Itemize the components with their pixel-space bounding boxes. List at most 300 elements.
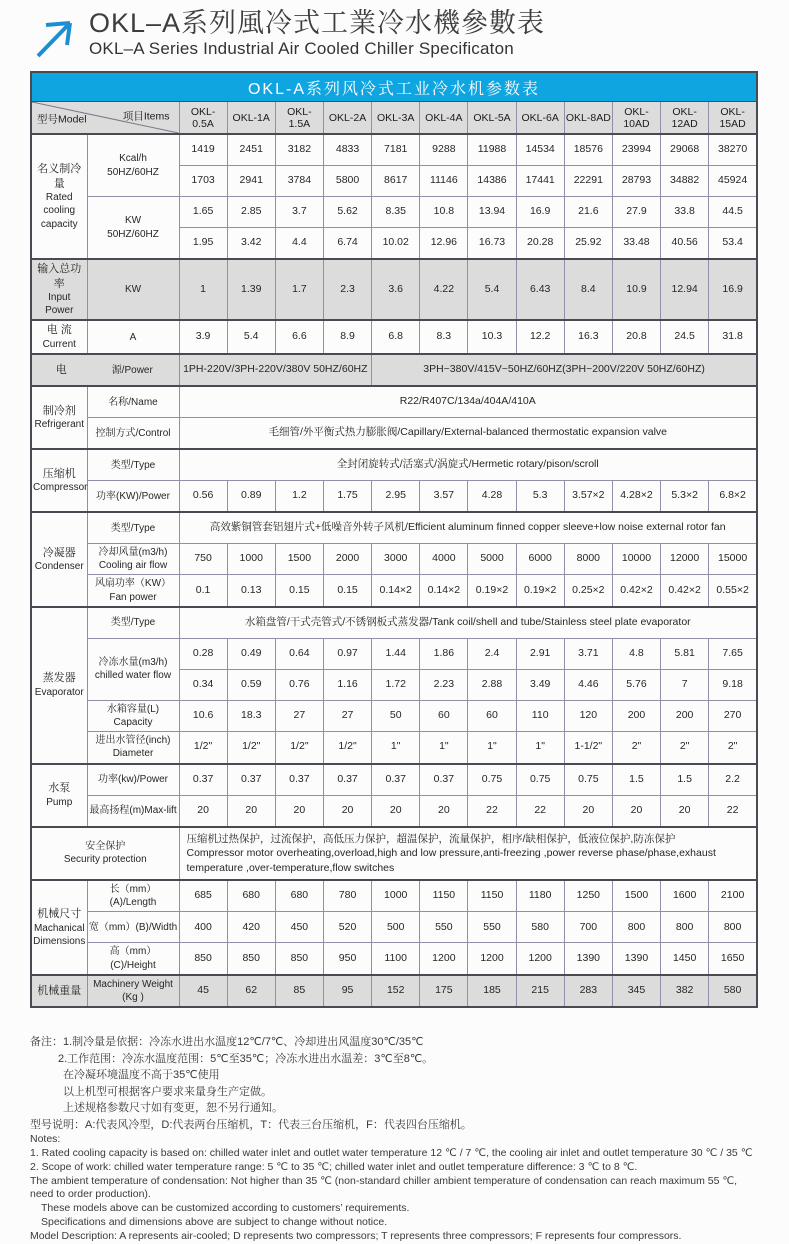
spec-value: 1150 bbox=[468, 880, 516, 912]
spec-value: 21.6 bbox=[564, 197, 612, 228]
row-item-label: KW 50HZ/60HZ bbox=[87, 197, 179, 260]
spec-value: 5800 bbox=[323, 166, 371, 197]
page-title-en: OKL–A Series Industrial Air Cooled Chiller Specificaton bbox=[89, 39, 514, 59]
spec-value: 1/2" bbox=[227, 732, 275, 764]
spec-row bbox=[31, 912, 757, 943]
notes-section bbox=[30, 1034, 760, 1243]
row-item-label: Machinery Weight (Kg ) bbox=[87, 975, 179, 1007]
spec-value: 16.9 bbox=[516, 197, 564, 228]
spec-value: 3.71 bbox=[564, 638, 612, 669]
spec-value: 45 bbox=[179, 975, 227, 1007]
spec-value: 0.15 bbox=[323, 575, 371, 607]
page-title-block bbox=[89, 8, 545, 59]
spec-value: 22 bbox=[709, 795, 757, 827]
spec-value: 0.37 bbox=[275, 764, 323, 796]
spec-span-value: R22/R407C/134a/404A/410A bbox=[179, 386, 757, 418]
spec-value: 0.37 bbox=[372, 764, 420, 796]
spec-value: 1390 bbox=[564, 943, 612, 975]
spec-value: 14534 bbox=[516, 134, 564, 166]
spec-value: 15000 bbox=[709, 544, 757, 575]
spec-value: 2.95 bbox=[372, 481, 420, 513]
spec-value: 9288 bbox=[420, 134, 468, 166]
spec-value: 1.5 bbox=[612, 764, 660, 796]
spec-value: 20 bbox=[612, 795, 660, 827]
row-item-label: 控制方式/Control bbox=[87, 418, 179, 450]
spec-value: 283 bbox=[564, 975, 612, 1007]
spec-row bbox=[31, 449, 757, 481]
spec-value: 16.9 bbox=[709, 259, 757, 320]
spec-value: 5.81 bbox=[661, 638, 709, 669]
spec-value: 12.96 bbox=[420, 228, 468, 260]
spec-value: 1200 bbox=[420, 943, 468, 975]
note-line: 2.工作范围：冷冻水温度范围：5℃至35℃；冷冻水进出水温差：3℃至8℃。 bbox=[58, 1052, 434, 1065]
spec-value: 20 bbox=[372, 795, 420, 827]
spec-value: 33.8 bbox=[661, 197, 709, 228]
spec-value: 1/2" bbox=[275, 732, 323, 764]
spec-value: 2.23 bbox=[420, 669, 468, 700]
spec-value: 175 bbox=[420, 975, 468, 1007]
row-item-label: 风扇功率（KW） Fan power bbox=[87, 575, 179, 607]
spec-value: 27 bbox=[275, 700, 323, 731]
brand-arrow-icon bbox=[30, 12, 80, 60]
spec-row bbox=[31, 700, 757, 731]
corner-items-label: 项目Items bbox=[122, 110, 170, 123]
spec-value: 8.4 bbox=[564, 259, 612, 320]
table-title-row bbox=[31, 72, 757, 102]
spec-value: 580 bbox=[516, 912, 564, 943]
spec-value: 1.86 bbox=[420, 638, 468, 669]
spec-value: 31.8 bbox=[709, 320, 757, 354]
spec-row bbox=[31, 638, 757, 669]
spec-value: 17441 bbox=[516, 166, 564, 197]
spec-value: 25.92 bbox=[564, 228, 612, 260]
note-line: 备注：1.制冷量是依据：冷冻水进出水温度12℃/7℃、冷却进出风温度30℃/35℃ bbox=[30, 1036, 424, 1049]
spec-value: 3.6 bbox=[372, 259, 420, 320]
model-col-header: OKL-5A bbox=[468, 102, 516, 135]
spec-value: 345 bbox=[612, 975, 660, 1007]
spec-value: 1" bbox=[468, 732, 516, 764]
row-group-label: 压缩机 Compressor bbox=[31, 449, 87, 512]
spec-value: 2" bbox=[709, 732, 757, 764]
spec-row bbox=[31, 481, 757, 513]
spec-value: 7 bbox=[661, 669, 709, 700]
spec-value: 22291 bbox=[564, 166, 612, 197]
spec-value: 45924 bbox=[709, 166, 757, 197]
spec-value: 6.74 bbox=[323, 228, 371, 260]
spec-value: 14386 bbox=[468, 166, 516, 197]
model-col-header: OKL-4A bbox=[420, 102, 468, 135]
spec-value: 4833 bbox=[323, 134, 371, 166]
spec-row bbox=[31, 354, 757, 386]
row-item-label: 功率(KW)/Power bbox=[87, 481, 179, 513]
spec-value: 500 bbox=[372, 912, 420, 943]
row-group-label: 制冷剂 Refrigerant bbox=[31, 386, 87, 449]
row-item-label: Kcal/h 50HZ/60HZ bbox=[87, 134, 179, 197]
note-line: 在冷凝环境温度不高于35℃使用 bbox=[63, 1069, 220, 1082]
row-item-label: 宽（mm）(B)/Width bbox=[87, 912, 179, 943]
spec-value: 0.49 bbox=[227, 638, 275, 669]
spec-value: 270 bbox=[709, 700, 757, 731]
spec-value: 2.3 bbox=[323, 259, 371, 320]
spec-row bbox=[31, 512, 757, 544]
spec-value: 23994 bbox=[612, 134, 660, 166]
spec-value: 685 bbox=[179, 880, 227, 912]
spec-value: 8.3 bbox=[420, 320, 468, 354]
row-item-label: 长（mm）(A)/Length bbox=[87, 880, 179, 912]
spec-value: 5.4 bbox=[468, 259, 516, 320]
row-group-label: 名义制冷量 Rated cooling capacity bbox=[31, 134, 87, 259]
spec-value: 7.65 bbox=[709, 638, 757, 669]
spec-value: 1450 bbox=[661, 943, 709, 975]
row-item-label: 冷冻水量(m3/h) chilled water flow bbox=[87, 638, 179, 700]
page-title-zh: OKL–A系列風冷式工業冷水機參數表 bbox=[89, 8, 546, 38]
spec-value: 3182 bbox=[275, 134, 323, 166]
spec-value: 33.48 bbox=[612, 228, 660, 260]
spec-value: 420 bbox=[227, 912, 275, 943]
spec-span-value: 毛细管/外平衡式热力膨胀阀/Capillary/External-balanced thermostatic expansion valve bbox=[179, 418, 757, 450]
spec-value: 1.65 bbox=[179, 197, 227, 228]
spec-value: 1100 bbox=[372, 943, 420, 975]
spec-value: 4000 bbox=[420, 544, 468, 575]
spec-value: 680 bbox=[227, 880, 275, 912]
row-group-label: 机械尺寸 Machanical Dimensions bbox=[31, 880, 87, 975]
spec-row bbox=[31, 975, 757, 1007]
spec-value: 10.9 bbox=[612, 259, 660, 320]
spec-value: 20 bbox=[323, 795, 371, 827]
spec-value: 1.44 bbox=[372, 638, 420, 669]
spec-value: 10.3 bbox=[468, 320, 516, 354]
note-line: Model Description: A represents air-cooled; D represents two compressors; T represents three compressors; F represents four compressors. bbox=[30, 1229, 682, 1242]
note-line: 以上机型可根据客户要求来量身生产定做。 bbox=[63, 1085, 272, 1098]
row-item-label: 冷却风量(m3/h) Cooling air flow bbox=[87, 544, 179, 575]
spec-value: 6000 bbox=[516, 544, 564, 575]
spec-value: 4.4 bbox=[275, 228, 323, 260]
row-group-label: 电 流 Current bbox=[31, 320, 87, 354]
spec-value: 3.49 bbox=[516, 669, 564, 700]
row-item-label: A bbox=[87, 320, 179, 354]
spec-value: 6.8×2 bbox=[709, 481, 757, 513]
spec-value: 0.55×2 bbox=[709, 575, 757, 607]
spec-value: 20.28 bbox=[516, 228, 564, 260]
spec-value: 22 bbox=[516, 795, 564, 827]
model-col-header: OKL-3A bbox=[372, 102, 420, 135]
spec-value: 1.95 bbox=[179, 228, 227, 260]
spec-span-value: 1PH-220V/3PH-220V/380V 50HZ/60HZ bbox=[179, 354, 372, 386]
spec-value: 1/2" bbox=[323, 732, 371, 764]
model-col-header: OKL-6A bbox=[516, 102, 564, 135]
spec-value: 13.94 bbox=[468, 197, 516, 228]
spec-value: 2.88 bbox=[468, 669, 516, 700]
spec-value: 1390 bbox=[612, 943, 660, 975]
spec-value: 1500 bbox=[275, 544, 323, 575]
spec-value: 0.19×2 bbox=[468, 575, 516, 607]
spec-value: 11146 bbox=[420, 166, 468, 197]
spec-value: 1150 bbox=[420, 880, 468, 912]
row-item-label: 名称/Name bbox=[87, 386, 179, 418]
note-line: Specifications and dimensions above are subject to change without notice. bbox=[41, 1215, 388, 1228]
spec-span-value: 高效紫铜管套铝翅片式+低噪音外转子风机/Efficient aluminum finned copper sleeve+low noise external rotor fan bbox=[179, 512, 757, 544]
spec-value: 29068 bbox=[661, 134, 709, 166]
spec-row bbox=[31, 827, 757, 880]
spec-span-value: 3PH~380V/415V~50HZ/60HZ(3PH~200V/220V 50HZ/60HZ) bbox=[372, 354, 757, 386]
spec-value: 800 bbox=[709, 912, 757, 943]
spec-value: 10.02 bbox=[372, 228, 420, 260]
row-item-label: 类型/Type bbox=[87, 512, 179, 544]
spec-value: 1.2 bbox=[275, 481, 323, 513]
row-group-label: 输入总功率 Input Power bbox=[31, 259, 87, 320]
spec-value: 5000 bbox=[468, 544, 516, 575]
spec-value: 1.5 bbox=[661, 764, 709, 796]
spec-value: 20 bbox=[179, 795, 227, 827]
notes-english bbox=[30, 1133, 760, 1243]
spec-value: 0.42×2 bbox=[661, 575, 709, 607]
spec-value: 6.8 bbox=[372, 320, 420, 354]
spec-value: 20 bbox=[227, 795, 275, 827]
spec-value: 8000 bbox=[564, 544, 612, 575]
spec-value: 2100 bbox=[709, 880, 757, 912]
spec-value: 3000 bbox=[372, 544, 420, 575]
spec-span-value: 水箱盘管/干式壳管式/不锈钢板式蒸发器/Tank coil/shell and tube/Stainless steel plate evaporator bbox=[179, 607, 757, 639]
spec-value: 0.1 bbox=[179, 575, 227, 607]
row-group-label: 蒸发器 Evaporator bbox=[31, 607, 87, 764]
spec-value: 5.4 bbox=[227, 320, 275, 354]
spec-value: 53.4 bbox=[709, 228, 757, 260]
note-line: Notes: bbox=[30, 1133, 61, 1146]
spec-value: 1650 bbox=[709, 943, 757, 975]
spec-value: 1.72 bbox=[372, 669, 420, 700]
note-line: 型号说明：A:代表风冷型，D:代表两台压缩机，T：代表三台压缩机，F：代表四台压缩机。 bbox=[30, 1118, 472, 1131]
spec-value: 850 bbox=[179, 943, 227, 975]
spec-span-value: 压缩机过热保护，过流保护，高低压力保护，超温保护，流量保护，相序/缺相保护，低液位保护,防冻保护 Compressor motor overheating,overload,high and low pressure,anti-freezing ,power reverse phase/phase,exhaust temperature ,over-temperature,flow switches bbox=[179, 827, 757, 880]
spec-value: 1" bbox=[516, 732, 564, 764]
spec-table bbox=[30, 71, 758, 1008]
model-col-header: OKL-12AD bbox=[661, 102, 709, 135]
spec-row bbox=[31, 795, 757, 827]
spec-value: 8.35 bbox=[372, 197, 420, 228]
row-group-label: 机械重量 bbox=[31, 975, 87, 1007]
spec-row bbox=[31, 544, 757, 575]
spec-value: 680 bbox=[275, 880, 323, 912]
spec-value: 520 bbox=[323, 912, 371, 943]
spec-value: 0.75 bbox=[564, 764, 612, 796]
spec-value: 6.6 bbox=[275, 320, 323, 354]
note-line: 1. Rated cooling capacity is based on: chilled water inlet and outlet water temperature 12 ℃ / 7 ℃, the cooling air inlet and outlet temperature 30 ℃ / 35 ℃ bbox=[30, 1146, 753, 1159]
spec-value: 3.42 bbox=[227, 228, 275, 260]
spec-value: 0.25×2 bbox=[564, 575, 612, 607]
spec-value: 16.3 bbox=[564, 320, 612, 354]
spec-value: 200 bbox=[612, 700, 660, 731]
spec-value: 1500 bbox=[612, 880, 660, 912]
note-line: 2. Scope of work: chilled water temperature range: 5 ℃ to 35 ℃; chilled water inlet and outlet temperature difference: 3 ℃ to 8 ℃. bbox=[30, 1160, 638, 1173]
spec-row bbox=[31, 880, 757, 912]
note-line: The ambient temperature of condensation: Not higher than 35 ℃ (non-standard chiller ambient temperature of condensation can reach maximum 55 ℃, need to order production). bbox=[30, 1174, 738, 1201]
spec-value: 10.8 bbox=[420, 197, 468, 228]
spec-value: 7181 bbox=[372, 134, 420, 166]
spec-value: 1419 bbox=[179, 134, 227, 166]
row-item-label: 高（mm）(C)/Height bbox=[87, 943, 179, 975]
spec-value: 0.14×2 bbox=[372, 575, 420, 607]
spec-value: 18.3 bbox=[227, 700, 275, 731]
spec-value: 2.4 bbox=[468, 638, 516, 669]
model-col-header: OKL-1.5A bbox=[275, 102, 323, 135]
spec-row bbox=[31, 764, 757, 796]
spec-value: 2.91 bbox=[516, 638, 564, 669]
spec-value: 1/2" bbox=[179, 732, 227, 764]
model-col-header: OKL-15AD bbox=[709, 102, 757, 135]
spec-value: 5.62 bbox=[323, 197, 371, 228]
spec-value: 4.8 bbox=[612, 638, 660, 669]
spec-value: 6.43 bbox=[516, 259, 564, 320]
page-header bbox=[30, 8, 760, 60]
spec-value: 38270 bbox=[709, 134, 757, 166]
spec-value: 62 bbox=[227, 975, 275, 1007]
spec-value: 152 bbox=[372, 975, 420, 1007]
spec-value: 1 bbox=[179, 259, 227, 320]
spec-value: 185 bbox=[468, 975, 516, 1007]
model-col-header: OKL-2A bbox=[323, 102, 371, 135]
spec-value: 44.5 bbox=[709, 197, 757, 228]
spec-value: 0.89 bbox=[227, 481, 275, 513]
spec-value: 0.64 bbox=[275, 638, 323, 669]
spec-value: 24.5 bbox=[661, 320, 709, 354]
spec-value: 2" bbox=[612, 732, 660, 764]
spec-row bbox=[31, 418, 757, 450]
spec-row bbox=[31, 320, 757, 354]
spec-value: 50 bbox=[372, 700, 420, 731]
spec-value: 5.76 bbox=[612, 669, 660, 700]
spec-value: 27.9 bbox=[612, 197, 660, 228]
spec-value: 85 bbox=[275, 975, 323, 1007]
spec-value: 0.34 bbox=[179, 669, 227, 700]
spec-value: 800 bbox=[661, 912, 709, 943]
spec-value: 1" bbox=[372, 732, 420, 764]
spec-value: 2000 bbox=[323, 544, 371, 575]
spec-value: 0.76 bbox=[275, 669, 323, 700]
spec-value: 0.97 bbox=[323, 638, 371, 669]
row-merged-label: 电 源/Power bbox=[31, 354, 179, 386]
spec-value: 1.75 bbox=[323, 481, 371, 513]
model-col-header: OKL-8AD bbox=[564, 102, 612, 135]
spec-value: 2451 bbox=[227, 134, 275, 166]
spec-value: 2" bbox=[661, 732, 709, 764]
spec-value: 800 bbox=[612, 912, 660, 943]
spec-value: 750 bbox=[179, 544, 227, 575]
spec-value: 1-1/2" bbox=[564, 732, 612, 764]
spec-value: 0.37 bbox=[323, 764, 371, 796]
spec-value: 1.7 bbox=[275, 259, 323, 320]
spec-row bbox=[31, 259, 757, 320]
spec-value: 3.57×2 bbox=[564, 481, 612, 513]
spec-value: 1600 bbox=[661, 880, 709, 912]
spec-value: 0.37 bbox=[227, 764, 275, 796]
spec-value: 20 bbox=[564, 795, 612, 827]
spec-value: 0.56 bbox=[179, 481, 227, 513]
spec-value: 1703 bbox=[179, 166, 227, 197]
spec-value: 1000 bbox=[227, 544, 275, 575]
row-item-label: 类型/Type bbox=[87, 449, 179, 481]
spec-value: 8.9 bbox=[323, 320, 371, 354]
model-header-row bbox=[31, 102, 757, 135]
spec-value: 9.18 bbox=[709, 669, 757, 700]
spec-value: 20 bbox=[275, 795, 323, 827]
spec-value: 0.28 bbox=[179, 638, 227, 669]
spec-value: 2941 bbox=[227, 166, 275, 197]
spec-value: 1180 bbox=[516, 880, 564, 912]
spec-value: 0.14×2 bbox=[420, 575, 468, 607]
spec-value: 580 bbox=[709, 975, 757, 1007]
spec-value: 1.39 bbox=[227, 259, 275, 320]
spec-value: 95 bbox=[323, 975, 371, 1007]
spec-value: 3.9 bbox=[179, 320, 227, 354]
row-item-label: 功率(kw)/Power bbox=[87, 764, 179, 796]
spec-value: 3.7 bbox=[275, 197, 323, 228]
spec-value: 400 bbox=[179, 912, 227, 943]
spec-span-value: 全封闭旋转式/活塞式/涡旋式/Hermetic rotary/pison/scroll bbox=[179, 449, 757, 481]
model-col-header: OKL-1A bbox=[227, 102, 275, 135]
row-item-label: 最高扬程(m)Max-lift bbox=[87, 795, 179, 827]
spec-value: 850 bbox=[275, 943, 323, 975]
spec-value: 27 bbox=[323, 700, 371, 731]
row-item-label: 水箱容量(L) Capacity bbox=[87, 700, 179, 731]
spec-value: 0.59 bbox=[227, 669, 275, 700]
spec-value: 1.16 bbox=[323, 669, 371, 700]
spec-value: 22 bbox=[468, 795, 516, 827]
spec-value: 5.3×2 bbox=[661, 481, 709, 513]
spec-value: 780 bbox=[323, 880, 371, 912]
spec-value: 850 bbox=[227, 943, 275, 975]
spec-value: 450 bbox=[275, 912, 323, 943]
spec-row bbox=[31, 575, 757, 607]
spec-value: 1" bbox=[420, 732, 468, 764]
spec-value: 12.94 bbox=[661, 259, 709, 320]
spec-value: 3784 bbox=[275, 166, 323, 197]
spec-value: 550 bbox=[420, 912, 468, 943]
row-group-label: 水泵 Pump bbox=[31, 764, 87, 827]
spec-row bbox=[31, 197, 757, 228]
spec-row bbox=[31, 943, 757, 975]
spec-value: 215 bbox=[516, 975, 564, 1007]
row-item-label: KW bbox=[87, 259, 179, 320]
row-item-label: 进出水管径(inch) Diameter bbox=[87, 732, 179, 764]
spec-value: 20.8 bbox=[612, 320, 660, 354]
spec-value: 2.2 bbox=[709, 764, 757, 796]
spec-value: 12000 bbox=[661, 544, 709, 575]
spec-value: 3.57 bbox=[420, 481, 468, 513]
spec-value: 10.6 bbox=[179, 700, 227, 731]
table-title: OKL-A系列风冷式工业冷水机参数表 bbox=[31, 72, 757, 102]
spec-value: 0.19×2 bbox=[516, 575, 564, 607]
spec-value: 700 bbox=[564, 912, 612, 943]
spec-value: 28793 bbox=[612, 166, 660, 197]
spec-value: 4.22 bbox=[420, 259, 468, 320]
spec-value: 4.28×2 bbox=[612, 481, 660, 513]
spec-value: 550 bbox=[468, 912, 516, 943]
spec-row bbox=[31, 134, 757, 166]
spec-value: 0.75 bbox=[468, 764, 516, 796]
notes-chinese bbox=[30, 1034, 760, 1133]
spec-value: 4.46 bbox=[564, 669, 612, 700]
model-col-header: OKL-0.5A bbox=[179, 102, 227, 135]
spec-value: 0.37 bbox=[179, 764, 227, 796]
spec-value: 110 bbox=[516, 700, 564, 731]
note-line: 上述规格参数尺寸如有变更，恕不另行通知。 bbox=[63, 1102, 283, 1115]
spec-value: 2.85 bbox=[227, 197, 275, 228]
spec-value: 10000 bbox=[612, 544, 660, 575]
spec-value: 60 bbox=[420, 700, 468, 731]
spec-value: 0.15 bbox=[275, 575, 323, 607]
row-group-label: 冷凝器 Condenser bbox=[31, 512, 87, 607]
spec-row bbox=[31, 732, 757, 764]
